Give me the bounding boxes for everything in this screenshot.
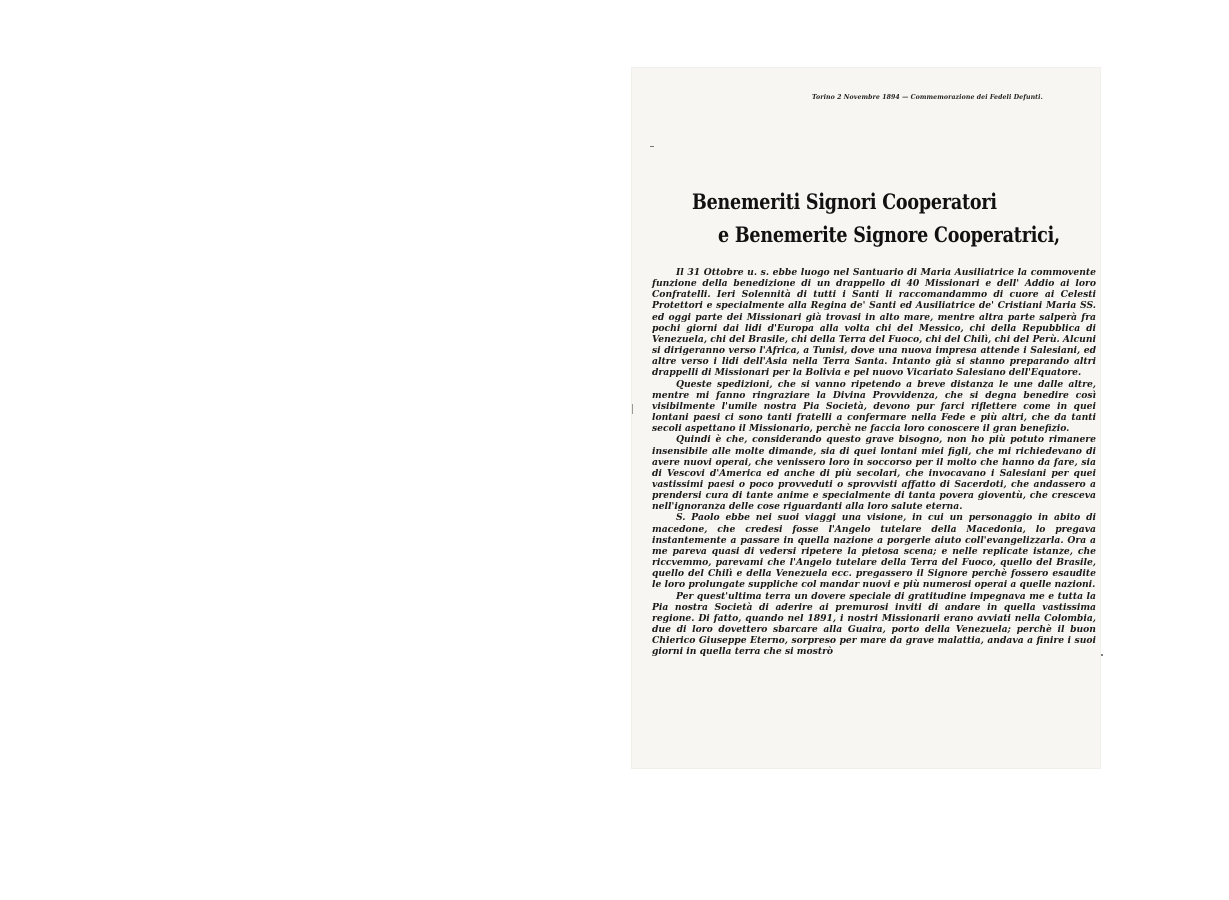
paragraph-4: S. Paolo ebbe nei suoi viaggi una visione, in cui un personaggio in abito di macedone, che credesi fosse l'Angelo tutelare della Macedonia, lo pregava instantemente a passare in quella nazione a porgerle aiuto coll'evangelizzarla. Ora a me pareva quasi di vedersi ripetere la pietosa scena; e nelle replicate istanze, che riccvemmo, parevami che l'Angelo tutelare della Terra del Fuoco, quello del Brasile, quello del Chilì e della Venezuela ecc. pregassero il Signore perchè fossero esaudite le loro prolungate suppliche col mandar nuovi e più numerosi operai a quelle nazioni. bbox=[652, 512, 1096, 591]
margin-dot bbox=[1101, 654, 1103, 656]
letter-body bbox=[652, 267, 1096, 657]
paragraph-2: Queste spedizioni, che si vanno ripetendo a breve distanza le une dalle altre, mentre mi fanno ringraziare la Divina Provvidenza, che si degna benedire così visibilmente l'umile nostra Pia Società, devono pur farci riflettere come in quei lontani paesi ci sono tanti fratelli a confermare nella Fede e più altri, che da tanti secoli aspettano il Missionario, perchè ne faccia loro conoscere il gran benefizio. bbox=[652, 378, 1096, 435]
paragraph-3: Quindi è che, considerando questo grave bisogno, non ho più potuto rimanere insensibile alle molte dimande, sia di quei lontani miei figli, che mi richiedevano di avere nuovi operai, che venissero loro in soccorso per il molto che hanno da fare, sia di Vescovi d'America ed anche di più secolari, che invocavano i Salesiani per quei vastissimi paesi o poco provveduti o sprovvisti affatto di Sacerdoti, che andassero a prendersi cura di tante anime e specialmente di tanta povera gioventù, che cresceva nell'ignoranza delle cose riguardanti alla loro salute eterna. bbox=[652, 434, 1096, 513]
salutation-line-1: Benemeriti Signori Cooperatori bbox=[692, 190, 997, 215]
scanned-page bbox=[632, 68, 1100, 768]
paragraph-1: Il 31 Ottobre u. s. ebbe luogo nel Santuario di Maria Ausiliatrice la commovente funzione della benedizione di un drappello di 40 Missionari e dell' Addio ai loro Confratelli. Ieri Solennità di tutti i Santi li raccomandammo di cuore ai Celesti Protettori e specialmente alla Regina de' Santi ed Ausiliatrice de' Cristiani Maria SS. ed oggi parte dei Missionari già trovasi in alto mare, mentre altra parte salperà fra pochi giorni dai lidi d'Europa alla volta chi del Messico, chi della Repubblica di Venezuela, chi del Brasile, chi della Terra del Fuoco, chi del Chilì, chi del Perù. Alcuni si dirigeranno verso l'Africa, a Tunisi, dove una nuova impresa attende i Salesiani, ed altre verso i lidi dell'Asia nella Terra Santa. Intanto già si stanno preparando altri drappelli di Missionari per la Bolivia e pel nuovo Vicariato Salesiano dell'Equatore. bbox=[652, 267, 1096, 379]
dateline: Torino 2 Novembre 1894 — Commemorazione dei Fedeli Defunti. bbox=[812, 94, 1043, 101]
paragraph-5: Per quest'ultima terra un dovere speciale di gratitudine impegnava me e tutta la Pia nostra Società di aderire ai premurosi inviti di andare in quella vastissima regione. Di fatto, quando nel 1891, i nostri Missionarii erano avviati nella Colombia, due di loro dovettero sbarcare alla Guaira, porto della Venezuela; perchè il buon Chierico Giuseppe Eterno, sorpreso per mare da grave malattia, andava a finire i suoi giorni in quella terra che si mostrò bbox=[652, 590, 1096, 658]
margin-mark bbox=[650, 146, 654, 147]
salutation-line-2: e Benemerite Signore Cooperatrici, bbox=[718, 223, 1060, 248]
margin-tick bbox=[632, 404, 633, 414]
